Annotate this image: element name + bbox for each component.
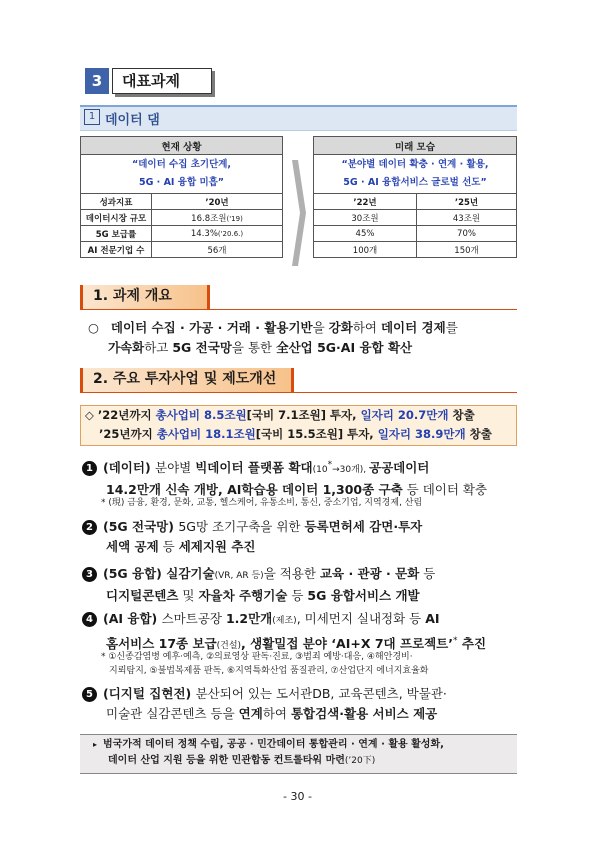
item-ai-convergence: 4 (AI 융합) 스마트공장 1.2만개(제조), 미세먼지 실내정화 등 AI 홈서비스 17종 보급(건설), 생활밀접 분야 ‘AI+X 7대 프로젝트’* 추진: [82, 609, 522, 656]
row-label: 데이터시장 규모: [81, 210, 152, 226]
cell: 30조원: [314, 210, 417, 226]
subsection-number-box: 1: [84, 109, 100, 125]
cell: 45%: [314, 226, 417, 242]
row-value: 16.8조원('19): [152, 210, 283, 226]
item-digital-library: 5 (디지털 집현전) 분산되어 있는 도서관DB, 교육콘텐츠, 박물관· 미술관 실감콘텐츠 등을 연계하여 통합검색·활용 서비스 제공: [82, 684, 522, 724]
current-quote: [81, 155, 283, 194]
col-year-25: ’25년: [417, 194, 517, 210]
number-4-icon: 4: [82, 612, 97, 627]
item-5g-network: 2 (5G 전국망) 5G망 조기구축을 위한 등록면허세 감면·투자 세액 공제 등 세제지원 추진: [82, 517, 522, 557]
item-ai-note-2: 지뢰탐지, ⑤불법복제품 판독, ⑥지역특화산업 품질관리, ⑦산업단지 에너지효율화: [109, 666, 429, 676]
current-header: 현재 상황: [81, 137, 283, 155]
investment-row-22: ◇ ’22년까지 총사업비 8.5조원[국비 7.1조원] 투자, 일자리 20.7만개 창출: [85, 408, 475, 422]
divider: [80, 309, 517, 310]
number-1-icon: 1: [82, 461, 97, 476]
cell: 70%: [417, 226, 517, 242]
cell: 150개: [417, 242, 517, 258]
item-ai-note-1: * ①신종감염병 예후·예측, ②의료영상 판독·진료, ③범죄 예방·대응, ④해안경비·: [101, 652, 413, 662]
future-quote: [314, 155, 517, 194]
col-metric: 성과지표: [81, 194, 152, 210]
page-number: - 30 -: [283, 790, 312, 803]
number-5-icon: 5: [82, 687, 97, 702]
heading-overview: 1. 과제 개요: [80, 285, 210, 309]
investment-row-25: ’25년까지 총사업비 18.1조원[국비 15.5조원] 투자, 일자리 38.9만개 창출: [99, 427, 492, 441]
item-data: 1 (데이터) 분야별 빅데이터 플랫폼 확대(10*→30개), 공공데이터 14.2만개 신속 개방, AI학습용 데이터 1,300종 구축 등 데이터 확충: [82, 455, 522, 500]
current-quote-line1: “데이터 수집 초기단계,: [131, 159, 232, 170]
triangle-bullet-icon: ▸: [93, 740, 98, 749]
subsection-title: 데이터 댐: [105, 113, 160, 128]
current-status-table: [80, 136, 283, 258]
row-label: 5G 보급률: [81, 226, 152, 242]
section-title: 대표과제: [112, 68, 212, 94]
item-5g-convergence: 3 (5G 융합) 실감기술(VR, AR 등)을 적용한 교육 · 관광 · 문화 등 디지털콘텐츠 및 자율차 주행기술 등 5G 융합서비스 개발: [82, 564, 522, 606]
cell: 43조원: [417, 210, 517, 226]
col-year-20: ’20년: [152, 194, 283, 210]
policy-line-1: ▸ 범국가적 데이터 정책 수립, 공공 · 민간데이터 통합관리 · 연계 · 활용 활성화,: [93, 739, 444, 750]
divider: [80, 392, 517, 393]
future-header: 미래 모습: [314, 137, 517, 155]
col-year-22: ’22년: [314, 194, 417, 210]
circle-bullet: ○: [88, 320, 99, 335]
row-value: 56개: [152, 242, 283, 258]
future-quote-line1: “분야별 데이터 확충 · 연계 · 활용,: [341, 159, 489, 170]
row-label: AI 전문기업 수: [81, 242, 152, 258]
current-quote-line2: 5G · AI 융합 미흡”: [138, 177, 225, 188]
row-value: 14.3%('20.6.): [152, 226, 283, 242]
item-data-note: * (現) 금융, 환경, 문화, 교통, 헬스케어, 유통소비, 통신, 중소기업, 지역경제, 산림: [101, 498, 423, 508]
right-arrow-icon: [290, 158, 308, 268]
number-3-icon: 3: [82, 567, 97, 582]
policy-line-2: 데이터 산업 지원 등을 위한 민관합동 컨트롤타워 마련(’20下): [108, 755, 376, 766]
cell: 100개: [314, 242, 417, 258]
overview-text: ○ 데이터 수집 · 가공 · 거래 · 활용기반을 강화하여 데이터 경제를 가속화하고 5G 전국망을 통한 全산업 5G·AI 융합 확산: [88, 320, 458, 355]
heading-investment: 2. 주요 투자사업 및 제도개선: [80, 368, 294, 392]
future-quote-line2: 5G · AI 융합서비스 글로벌 선도”: [343, 177, 487, 188]
future-table: [313, 136, 517, 258]
section-number: 3: [85, 68, 109, 94]
number-2-icon: 2: [82, 520, 97, 535]
